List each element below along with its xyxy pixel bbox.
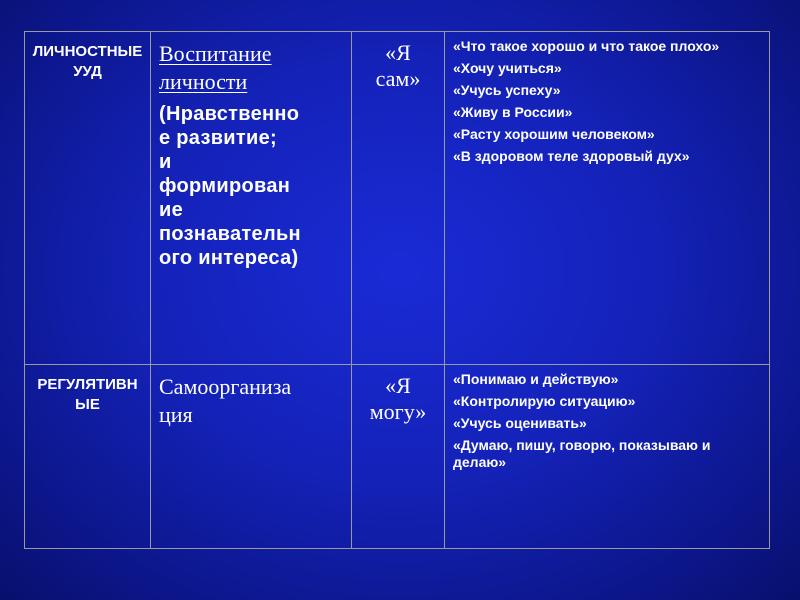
motto-label: «Я сам» — [375, 40, 421, 91]
list-item: «Учусь оценивать» — [453, 415, 587, 431]
list-item: «Думаю, пишу, говорю, показываю и делаю» — [453, 437, 711, 470]
list-item: «Что такое хорошо и что такое плохо» — [453, 38, 720, 54]
category-cell — [25, 32, 151, 365]
purpose-title: Воспитание личности — [159, 41, 272, 94]
category-cell — [25, 365, 151, 549]
purpose-cell — [151, 32, 352, 365]
uud-table — [24, 31, 770, 549]
motto-label: «Я могу» — [369, 373, 427, 424]
table-row-regulatory — [25, 365, 770, 549]
list-item: «В здоровом теле здоровый дух» — [453, 148, 690, 164]
motto-cell — [352, 32, 445, 365]
purpose-detail: (Нравственно е развитие; и формирован ие познавательн ого интереса) — [159, 103, 301, 269]
category-label: ЛИЧНОСТНЫЕ УУД — [32, 43, 143, 80]
list-item: «Расту хорошим человеком» — [453, 126, 655, 142]
list-item: «Учусь успеху» — [453, 82, 561, 98]
list-item: «Понимаю и действую» — [453, 371, 619, 387]
table-row-personal — [25, 32, 770, 365]
motto-cell — [352, 365, 445, 549]
item-list — [445, 32, 769, 165]
item-list — [445, 365, 769, 471]
list-item: «Контролирую ситуацию» — [453, 393, 636, 409]
items-cell — [445, 365, 770, 549]
list-item: «Живу в России» — [453, 104, 573, 120]
items-cell — [445, 32, 770, 365]
category-label: РЕГУЛЯТИВНЫЕ — [37, 376, 138, 413]
purpose-title: Самоорганиза ция — [159, 374, 292, 427]
list-item: «Хочу учиться» — [453, 60, 562, 76]
purpose-cell — [151, 365, 352, 549]
